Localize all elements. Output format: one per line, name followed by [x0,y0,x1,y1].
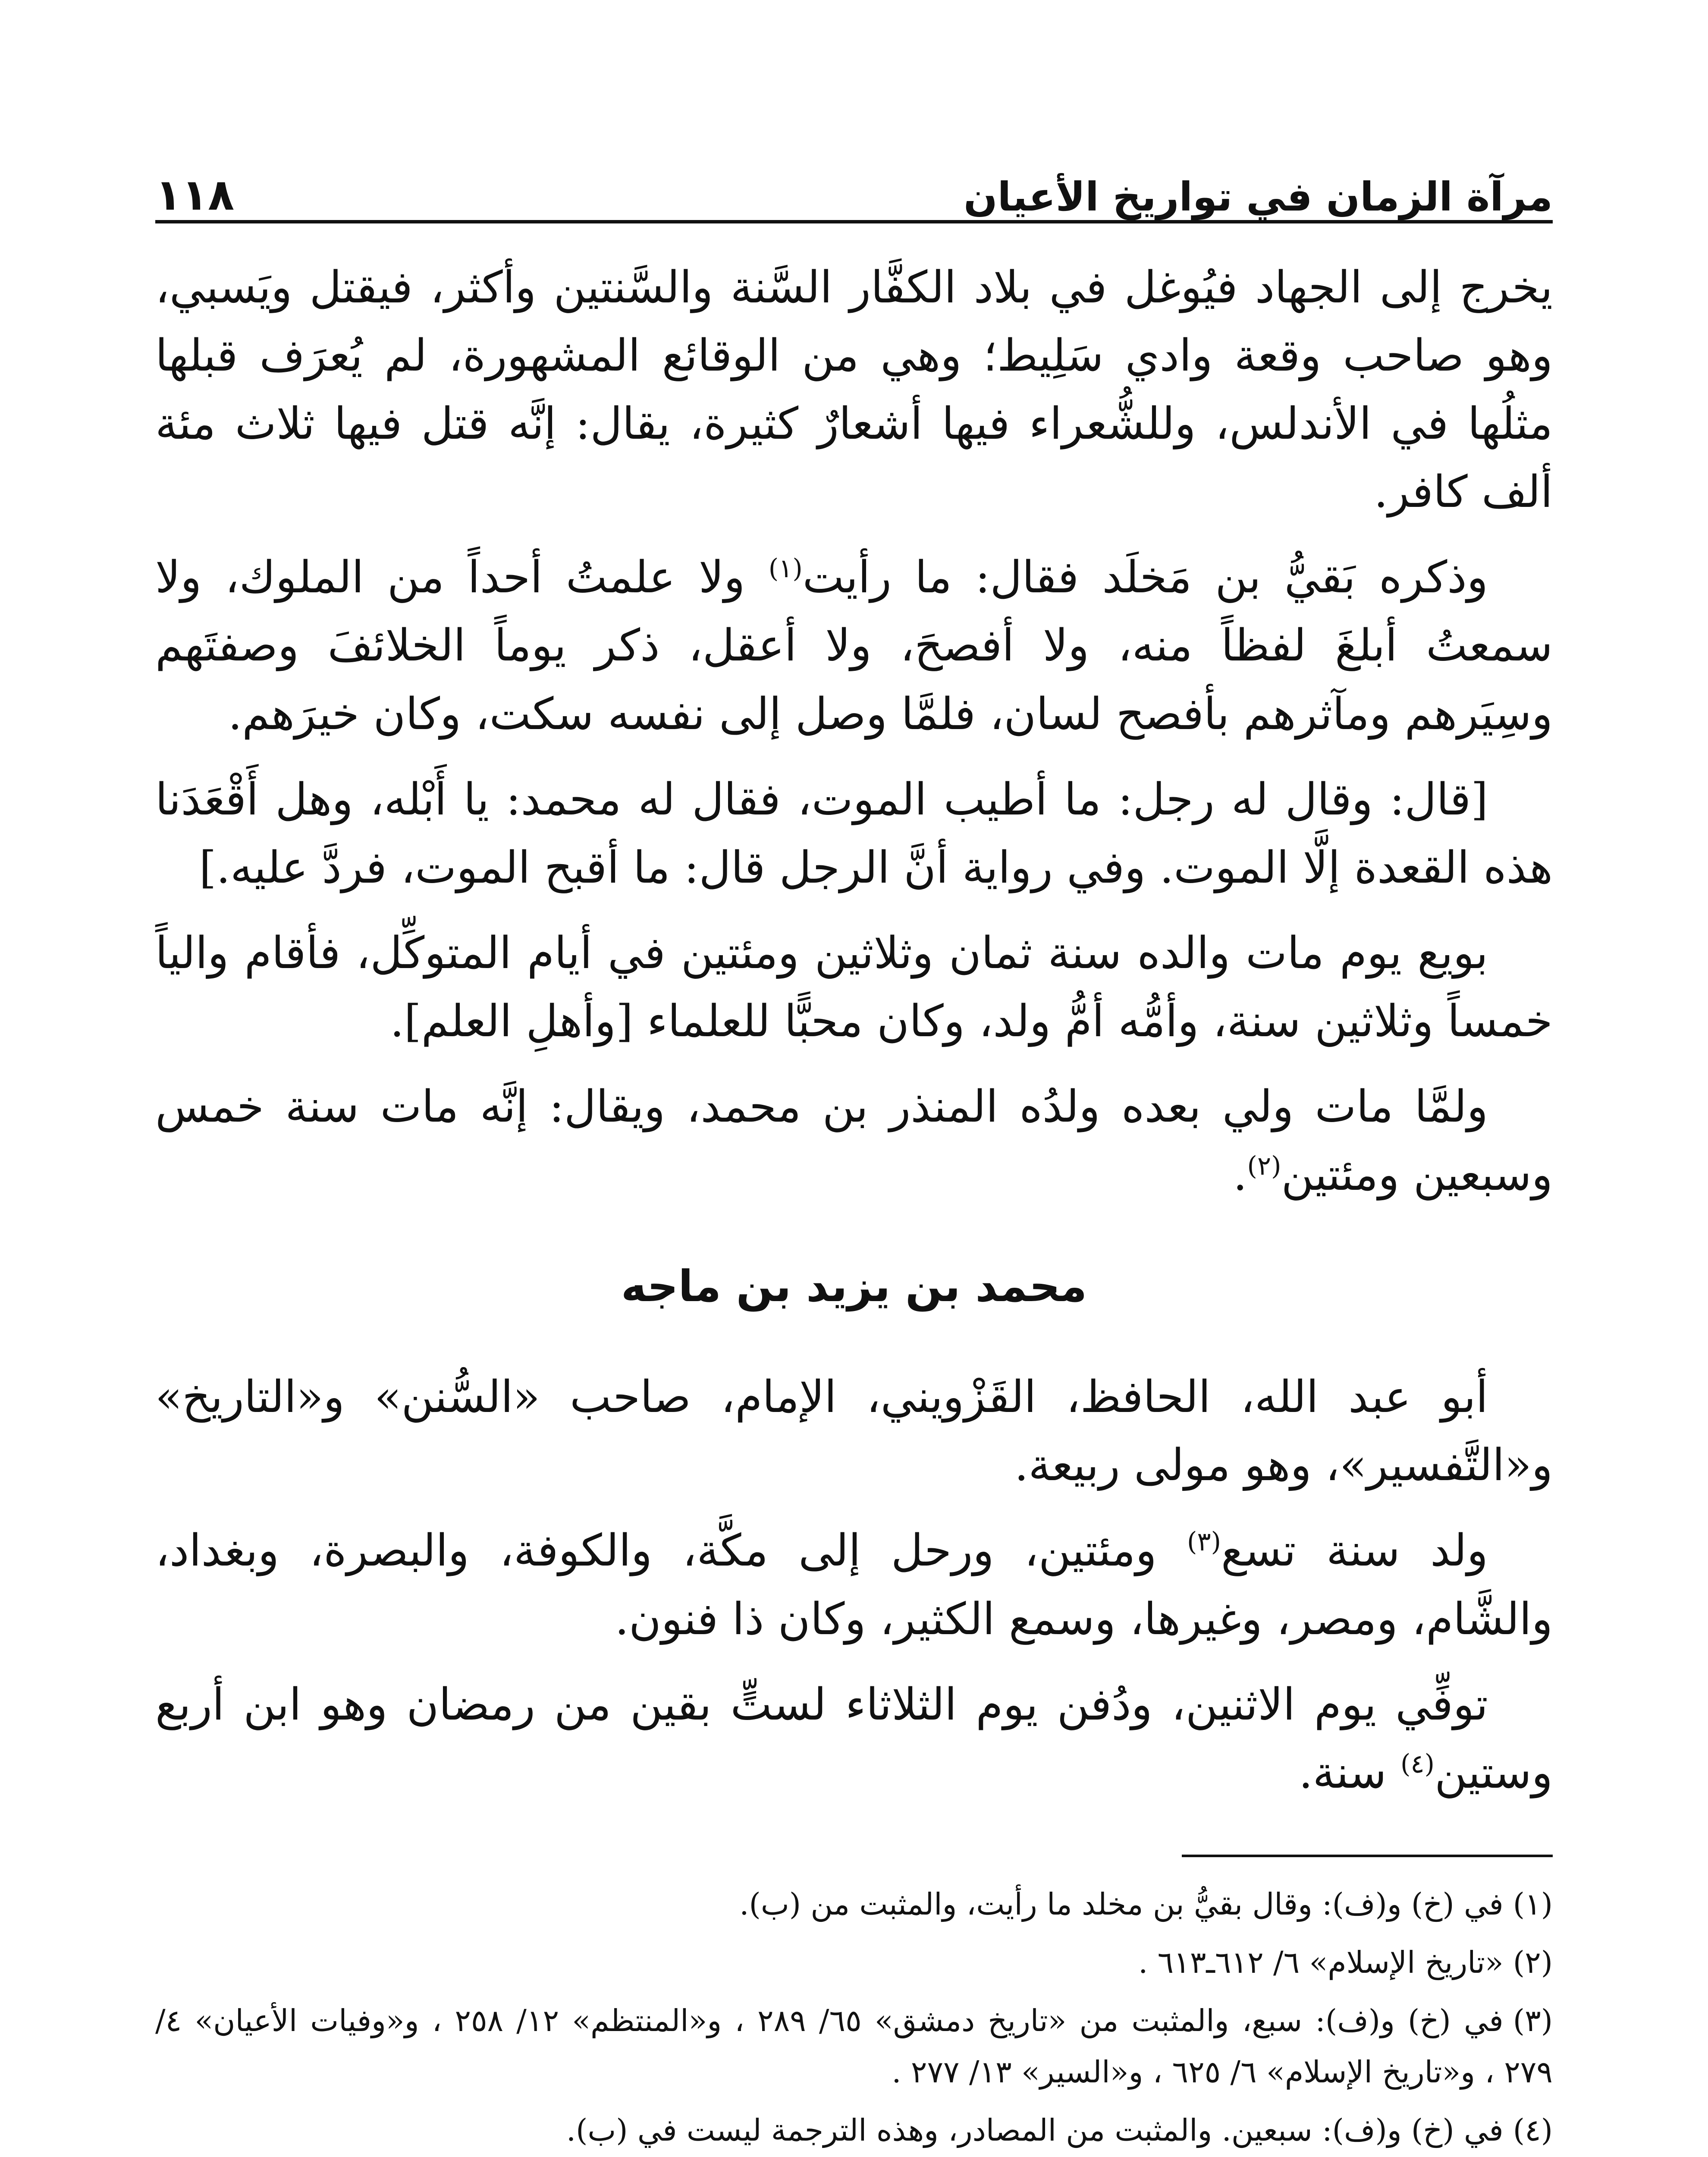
footnotes [155,1879,1553,2156]
paragraph: يخرج إلى الجهاد فيُوغل في بلاد الكفَّار السَّنة والسَّنتين وأكثر، فيقتل ويَسبي، وهو صاحب وقعة وادي سَلِيط؛ وهي من الوقائع المشهورة، لم يُعرَف قبلها مثلُها في الأندلس، وللشُّعراء فيها أشعارٌ كثيرة، يقال: إنَّه قتل فيها ثلاث مئة ألف كافر. [155,262,1553,518]
section-title: محمد بن يزيد بن ماجه [621,1261,1087,1312]
paragraph: توفِّي يوم الاثنين، ودُفن يوم الثلاثاء لستٍّ بقين من رمضان وهو ابن أربع وستين$^{(٤)}$ سنة. [155,1679,1553,1799]
paragraph: أبو عبد الله، الحافظ، القَزْويني، الإمام، صاحب «السُّنن» و«التاريخ» و«التَّفسير»، وهو مولى ربيعة. [155,1371,1553,1491]
footnote: (٣)في (خ) و(ف): سبع، والمثبت من «تاريخ دمشق» ٦٥/ ٢٨٩ ، و«المنتظم» ١٢/ ٢٥٨ ، و«وفيات الأعيان» ٤/ ٢٧٩ ، و«تاريخ الإسلام» ٦/ ٦٢٥ ، و«السير» ١٣/ ٢٧٧ . [155,2003,1553,2090]
paragraph: بويع يوم مات والده سنة ثمان وثلاثين ومئتين في أيام المتوكِّل، فأقام والياً خمساً وثلاثين سنة، وأمُّه أمُّ ولد، وكان محبًّا للعلماء [وأهلِ العلم]. [155,927,1553,1047]
paragraph: وذكره بَقيُّ بن مَخلَد فقال: ما رأيت$^{(١)}$ ولا علمتُ أحداً من الملوك، ولا سمعتُ أبلغَ لفظاً منه، ولا أفصحَ، ولا أعقل، ذكر يوماً الخلائفَ وصفتَهم وسِيَرهم ومآثرهم بأفصح لسان، فلمَّا وصل إلى نفسه سكت، وكان خيرَهم. [155,552,1553,740]
footnote: (٤)في (خ) و(ف): سبعين. والمثبت من المصادر، وهذه الترجمة ليست في (ب). [566,2112,1553,2148]
document-page [155,142,1553,2157]
page-header [155,142,1553,223]
paragraph: ولمَّا مات ولي بعده ولدُه المنذر بن محمد، ويقال: إنَّه مات سنة خمس وسبعين ومئتين$^{(٢)}$. [155,1081,1553,1201]
page-number: ١١٨ [155,170,235,220]
footnote-ref[interactable]: (٢) [1247,1151,1281,1182]
paragraph: ولد سنة تسع$^{(٣)}$ ومئتين، ورحل إلى مكَّة، والكوفة، والبصرة، وبغداد، والشَّام، ومصر، وغيرها، وسمع الكثير، وكان ذا فنون. [155,1525,1553,1645]
footnote-ref[interactable]: (٤) [1400,1748,1435,1779]
footnote-ref[interactable]: (١) [768,553,803,584]
footnote-ref[interactable]: (٣) [1187,1527,1221,1557]
paragraph: [قال: وقال له رجل: ما أطيب الموت، فقال له محمد: يا أَبْله، وهل أَقْعَدَنا هذه القعدة إلَّا الموت. وفي رواية أنَّ الرجل قال: ما أقبح الموت، فردَّ عليه.] [155,774,1553,893]
footnote: (٢)«تاريخ الإسلام» ٦/ ٦١٢ـ٦١٣ . [1138,1944,1553,1980]
footnote-divider [1182,1855,1553,1857]
running-title: مرآة الزمان في تواريخ الأعيان [964,174,1553,220]
footnote: (١)في (خ) و(ف): وقال بقيُّ بن مخلد ما رأيت، والمثبت من (ب). [739,1886,1553,1922]
main-text [155,254,1553,1807]
